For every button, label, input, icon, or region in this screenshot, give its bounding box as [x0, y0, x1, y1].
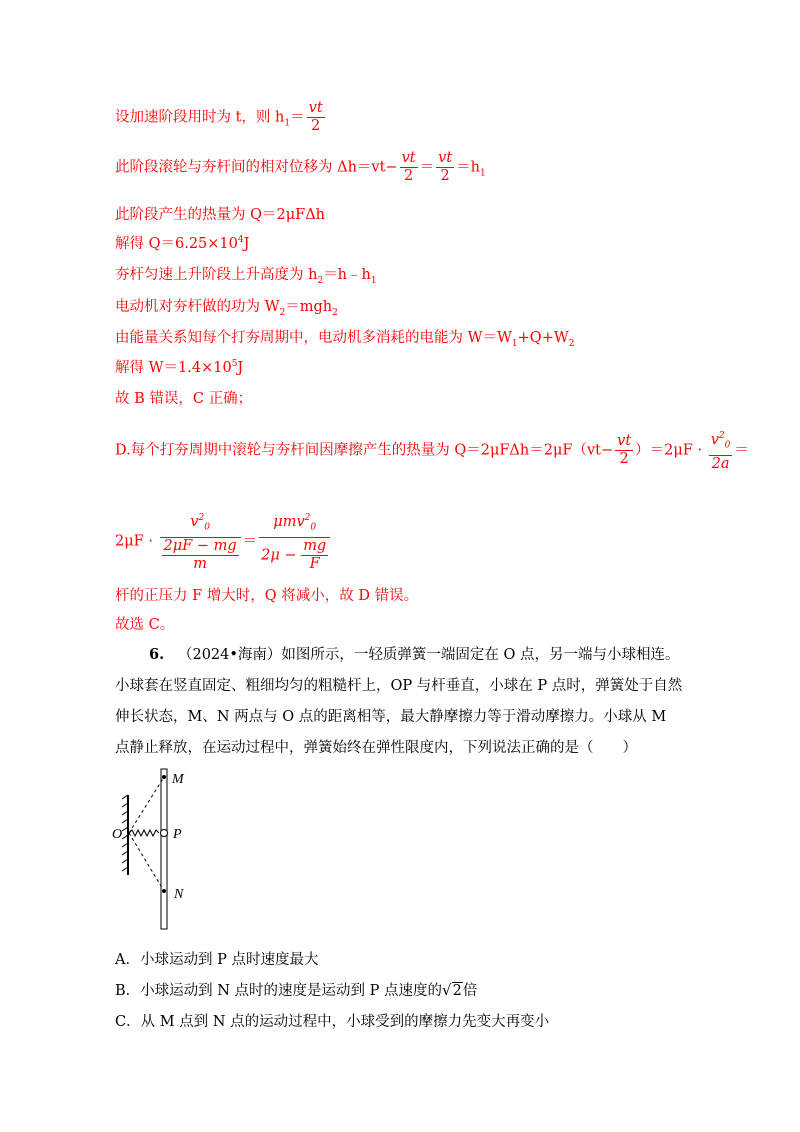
denominator: m [193, 555, 207, 572]
fraction [162, 538, 239, 573]
denominator: 2 [403, 168, 414, 184]
superscript: 4 [237, 235, 244, 246]
solution-line-3: 此阶段产生的热量为 Q＝2μFΔh [115, 207, 326, 223]
denominator: F [309, 555, 320, 572]
text: ＝ [734, 442, 749, 459]
label-p: P [173, 827, 182, 842]
question-text: （2024•海南）如图所示，一轻质弹簧一端固定在 O 点，另一端与小球相连。小球套在竖直固定、粗细均匀的粗糙杆上，OP 与杆垂直，小球在 P 点时，弹簧处于自然伸长状态，M、N 两点与 O 点的距离相等，最大静摩擦力等于滑动摩擦力。小球从 M 点静止释放，在运动过程中，弹簧始终在弹性限度内，下列说法正确的是（ ） [115, 647, 683, 756]
option-a: A．小球运动到 P 点时速度最大 [115, 952, 319, 968]
dashed-line-om [129, 777, 164, 833]
solution-line-7 [115, 326, 574, 349]
fraction [709, 428, 733, 473]
subscript: 2 [317, 275, 324, 286]
subscript: 2 [332, 307, 338, 318]
numerator: vt [308, 100, 323, 116]
text: ＝h﹣h [323, 267, 371, 283]
numerator [160, 510, 241, 538]
solution-line-9: 故 B 错误，C 正确； [115, 391, 253, 407]
subscript: 1 [511, 338, 518, 349]
superscript: 2 [718, 431, 725, 441]
point-n [162, 889, 166, 893]
denominator: 2 [311, 118, 321, 134]
subscript: 0 [724, 440, 731, 451]
subscript: 0 [204, 522, 210, 533]
text: J [237, 360, 244, 376]
text: 倍 [462, 983, 478, 999]
rod [161, 769, 167, 929]
symbol: μmv [273, 513, 305, 530]
subscript: 1 [480, 168, 486, 179]
symbol: v [190, 513, 199, 530]
numerator [709, 428, 733, 456]
symbol: v [710, 431, 719, 448]
fraction [436, 150, 454, 185]
text: 由能量关系知每个打夯周期中，电动机多消耗的电能为 W＝W [115, 330, 512, 346]
dashed-line-on [129, 833, 164, 891]
numerator [259, 510, 330, 538]
subscript: 2 [279, 307, 286, 318]
text: 电动机对夯杆做的功为 W [115, 299, 280, 315]
point-m [162, 775, 166, 779]
subscript: 2 [568, 338, 575, 349]
option-b [115, 979, 477, 1000]
solution-line-5 [115, 263, 377, 286]
numerator: 2μF − mg [163, 537, 237, 554]
numerator: vt [401, 150, 416, 166]
text: J [243, 236, 250, 252]
numerator: vt [438, 150, 453, 166]
fraction [307, 100, 325, 135]
solution-line-6 [115, 295, 338, 318]
ball [161, 830, 168, 837]
solution-line-4 [115, 232, 249, 253]
solution-line-d [115, 428, 749, 473]
fraction [615, 433, 633, 468]
radicand: 2 [452, 983, 462, 999]
text: D.每个打夯周期中滚轮与夯杆间因摩擦产生的热量为 Q＝2μFΔh＝2μF（vt− [115, 442, 614, 459]
fraction [259, 510, 330, 573]
superscript: 2 [304, 513, 311, 523]
text: 2μ − [261, 547, 302, 564]
denominator: 2a [711, 455, 730, 472]
numerator: mg [303, 537, 327, 554]
solution-line-8 [115, 356, 243, 377]
text: 设加速阶段用时为 t，则 h [115, 109, 285, 126]
text: ）＝2μF · [635, 442, 707, 459]
sqrt-sign: √ [442, 981, 452, 999]
fraction [160, 510, 241, 573]
text: 夯杆匀速上升阶段上升高度为 h [115, 267, 318, 283]
numerator: vt [617, 432, 632, 449]
spring [129, 830, 159, 836]
denominator: 2 [440, 168, 450, 184]
physics-figure [112, 765, 202, 935]
solution-line-2: 此阶段滚轮与夯杆间的相对位移为 Δh＝vt− $\frac{vt}{2}$ ＝ $\frac{vt}{2}$ $=h_1$ [115, 150, 486, 184]
label-m: M [172, 772, 184, 787]
subscript: 1 [370, 275, 377, 286]
text: B．小球运动到 N 点时的速度是运动到 P 点速度的 [115, 983, 443, 999]
superscript: 2 [198, 513, 205, 523]
solution-line-11: 故选 C。 [115, 617, 175, 633]
solution-line-fraction [115, 510, 332, 573]
subscript: 1 [284, 118, 291, 129]
denominator: 2 [619, 450, 629, 467]
text: +Q+W [517, 330, 569, 346]
option-c: C．从 M 点到 N 点的运动过程中，小球受到的摩擦力先变大再变小 [115, 1014, 550, 1030]
text: ＝mgh [285, 299, 333, 315]
fraction [400, 150, 418, 185]
denominator [160, 538, 241, 573]
text: 解得 W＝1.4×10 [115, 360, 232, 376]
text: 此阶段滚轮与夯杆间的相对位移为 Δh＝vt− [115, 159, 398, 176]
denominator [259, 538, 330, 573]
subscript: 0 [310, 522, 317, 533]
label-o: O [112, 827, 123, 842]
solution-line-10: 杆的正压力 F 增大时，Q 将减小，故 D 错误。 [115, 588, 419, 604]
solution-line-1: 设加速阶段用时为 t，则 $h_1=$ $\frac{vt}{2}$ [115, 100, 323, 134]
fraction [301, 538, 328, 573]
superscript: 5 [231, 359, 238, 370]
text: 2μF · [115, 533, 158, 550]
text: ＝ [242, 533, 258, 550]
question-6 [115, 639, 685, 764]
text: 解得 Q＝6.25×10 [115, 236, 238, 252]
label-n: N [174, 887, 184, 902]
question-number: 6. [149, 646, 165, 663]
text: ＝h [456, 159, 480, 176]
